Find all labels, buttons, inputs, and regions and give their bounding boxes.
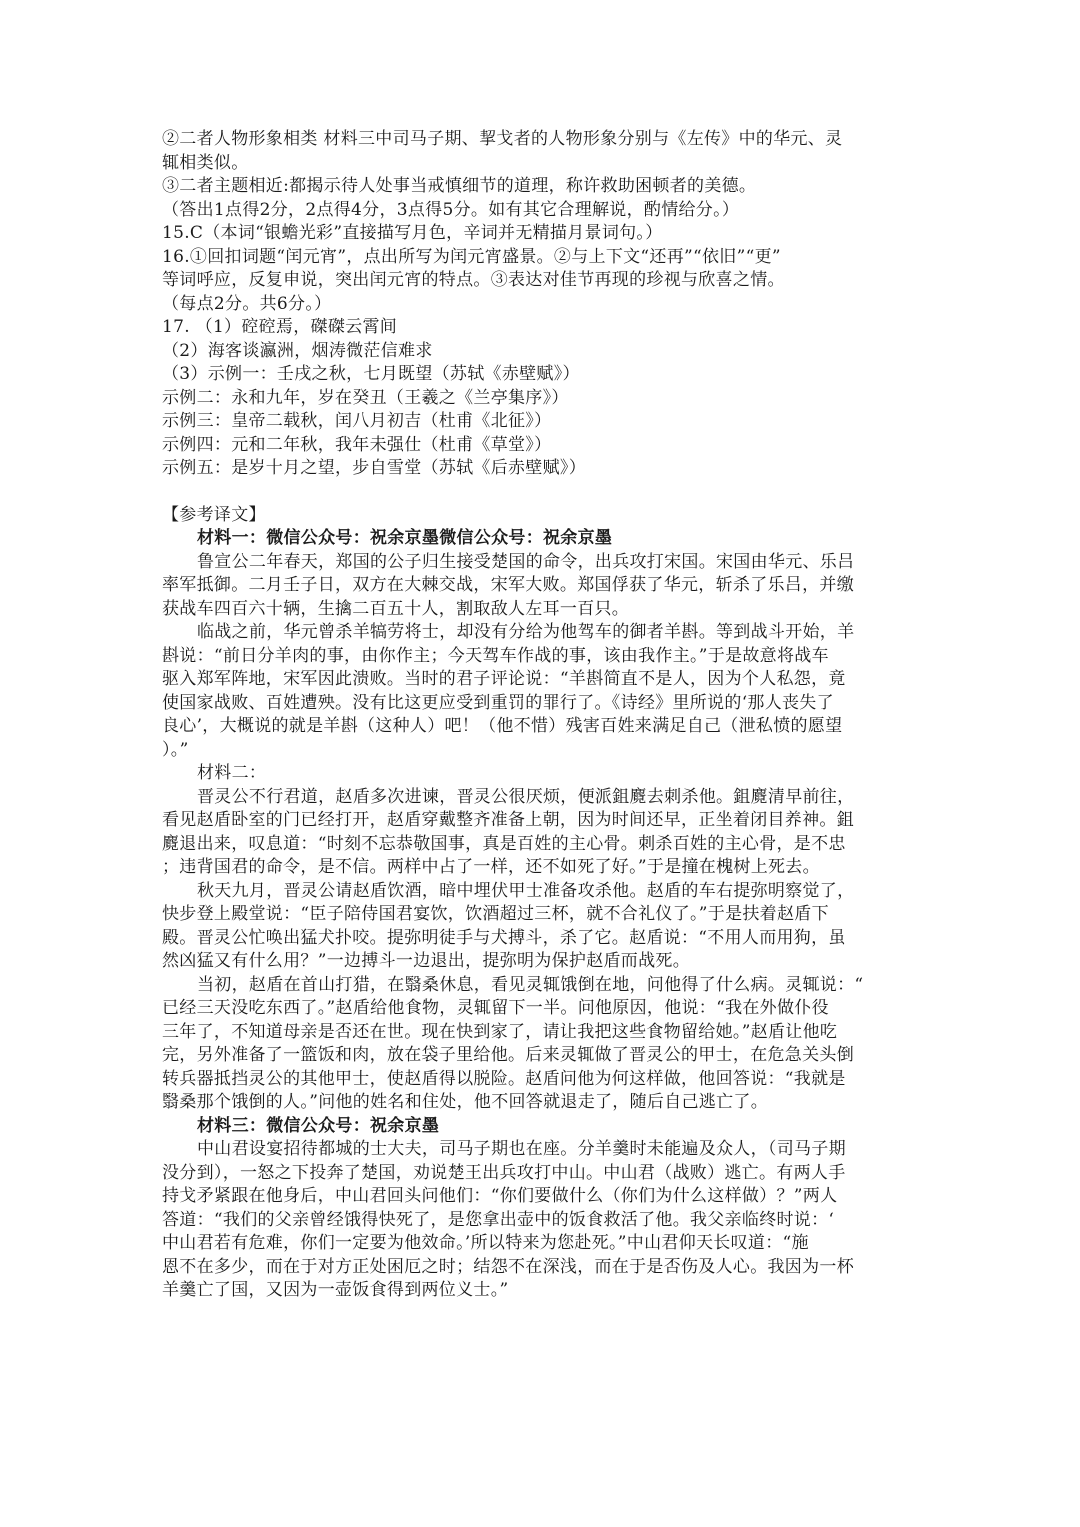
material-2-paragraph-1 [162, 786, 922, 880]
text-line: 翳桑那个饿倒的人。”问他的姓名和住处，他不回答就退走了，随后自己逃亡了。 [162, 1092, 768, 1112]
text-line: 恩不在多少，而在于对方正处困厄之时；结怨不在深浅，而在于是否伤及人心。我因为一杯 [162, 1256, 854, 1277]
text-line: 已经三天没吃东西了。”赵盾给他食物，灵辄留下一半。问他原因，他说：“我在外做仆役 [162, 998, 829, 1018]
material-1-paragraph-1 [162, 551, 922, 622]
material-3-paragraph-1 [162, 1138, 922, 1303]
text-line: 秋天九月，晋灵公请赵盾饮酒，暗中埋伏甲士准备攻杀他。赵盾的车右提弥明察觉了， [197, 880, 855, 901]
text-line: 三年了，不知道母亲是否还在世。现在快到家了，请让我把这些食物留给她。”赵盾让他吃 [162, 1021, 838, 1042]
document-page [162, 128, 922, 1303]
text-line: 殿。晋灵公忙唤出猛犬扑咬。提弥明徒手与犬搏斗，杀了它。赵盾说：“不用人而用狗，虽 [162, 927, 846, 948]
text-line: 驱入郑军阵地，宋军因此溃败。当时的君子评论说：“羊斟简直不是人，因为个人私怨，竟 [162, 669, 846, 689]
text-line: 鲁宣公二年春天，郑国的公子归生接受楚国的命令，出兵攻打宋国。宋国由华元、乐吕 [197, 551, 855, 572]
section-gap [162, 481, 922, 504]
text-line: 麑退出来，叹息道：“时刻不忘恭敬国事，真是百姓的主心骨。刺杀百姓的主心骨，是不忠 [162, 833, 846, 854]
material-1-paragraph-2 [162, 621, 922, 762]
text-line: 持戈矛紧跟在他身后，中山君回头问他们：“你们要做什么（你们为什么这样做）？”两人 [162, 1186, 838, 1206]
material-3-title: 材料三：微信公众号：祝余京墨 [197, 1115, 440, 1136]
text-line: 中山君若有危难，你们一定要为他效命。’所以特来为您赴死。”中山君仰天长叹道：“施 [162, 1233, 809, 1253]
q17-line-3: （3）示例一：壬戌之秋，七月既望（苏轼《赤壁赋》） [162, 364, 580, 384]
q17-line-5: 示例三：皇帝二载秋，闰八月初吉（杜甫《北征》） [162, 411, 552, 431]
material-1-title: 材料一：微信公众号：祝余京墨微信公众号：祝余京墨 [197, 528, 613, 548]
text-line: 晋灵公不行君道，赵盾多次进谏，晋灵公很厌烦，便派鉏麑去刺杀他。鉏麑清早前往， [197, 786, 855, 807]
q14-scoring: （答出1点得2分，2点得4分，3点得5分。如有其它合理解说，酌情给分。） [162, 199, 740, 220]
text-line: 获战车四百六十辆，生擒二百五十人，割取敌人左耳一百只。 [162, 598, 630, 619]
q16-line-1: 16.①回扣词题“闰元宵”，点出所写为闰元宵盛景。②与上下文“还再”“依旧”“更” [162, 246, 781, 267]
translation-heading: 【参考译文】 [162, 504, 266, 525]
q14-point-2-line-1: ②二者人物形象相类 材料三中司马子期、挈戈者的人物形象分别与《左传》中的华元、灵 [162, 129, 843, 149]
q16-line-2: 等词呼应，反复申说，突出闰元宵的特点。③表达对佳节再现的珍视与欣喜之情。 [162, 270, 785, 290]
answer-section [162, 128, 922, 481]
text-line: 羊羹亡了国，又因为一壶饭食得到两位义士。” [162, 1280, 509, 1300]
text-line: ；违背国君的命令，是不信。两样中占了一样，还不如死了好。”于是撞在槐树上死去。 [162, 857, 820, 877]
text-line: 然凶猛又有什么用？”一边搏斗一边退出，提弥明为保护赵盾而战死。 [162, 951, 690, 971]
translation-section [162, 504, 922, 1303]
text-line: 临战之前，华元曾杀羊犒劳将士，却没有分给为他驾车的御者羊斟。等到战斗开始，羊 [197, 622, 855, 642]
q15-answer: 15.C（本词“银蟾光彩”直接描写月色，辛词并无精描月景词句。） [162, 223, 663, 243]
text-line: 转兵器抵挡灵公的其他甲士，使赵盾得以脱险。赵盾问他为何这样做，他回答说：“我就是 [162, 1068, 846, 1089]
text-line: 没分到），一怒之下投奔了楚国，劝说楚王出兵攻打中山。中山君（战败）逃亡。有两人手 [162, 1162, 846, 1183]
q16-scoring: （每点2分。共6分。） [162, 293, 332, 314]
text-line: 斟说：“前日分羊肉的事，由你作主；今天驾车作战的事，该由我作主。”于是故意将战车 [162, 645, 829, 666]
q17-line-1: 17. （1）硿硿焉，磔磔云霄间 [162, 317, 398, 337]
text-line: 完，另外准备了一篮饭和肉，放在袋子里给他。后来灵辄做了晋灵公的甲士，在危急关头倒 [162, 1045, 854, 1065]
q14-point-3: ③二者主题相近:都揭示待人处事当戒慎细节的道理，称许救助困顿者的美德。 [162, 176, 757, 196]
q17-line-7: 示例五：是岁十月之望，步自雪堂（苏轼《后赤壁赋》） [162, 458, 586, 478]
text-line: 率军抵御。二月壬子日，双方在大棘交战，宋军大败。郑国俘获了华元，斩杀了乐吕，并缴 [162, 575, 854, 595]
text-line: 看见赵盾卧室的门已经打开，赵盾穿戴整齐准备上朝，因为时间还早，正坐着闭目养神。鉏 [162, 810, 854, 830]
text-line: 中山君设宴招待都城的士大夫，司马子期也在座。分羊羹时未能遍及众人，（司马子期 [197, 1139, 846, 1159]
q17-line-4: 示例二：永和九年，岁在癸丑（王羲之《兰亭集序》） [162, 387, 569, 408]
q17-line-2: （2）海客谈瀛洲，烟涛微茫信难求 [162, 340, 433, 361]
q17-line-6: 示例四：元和二年秋，我年未强仕（杜甫《草堂》） [162, 434, 552, 455]
material-2-title: 材料二： [197, 763, 267, 783]
material-2-paragraph-2 [162, 880, 922, 974]
q14-point-2-line-2: 辄相类似。 [162, 152, 249, 173]
text-line: 使国家战败、百姓遭殃。没有比这更应受到重罚的罪行了。《诗经》里所说的‘那人丧失了 [162, 692, 834, 713]
text-line: 当初，赵盾在首山打猎，在翳桑休息，看见灵辄饿倒在地，问他得了什么病。灵辄说：“ [197, 974, 864, 995]
text-line: 答道：“我们的父亲曾经饿得快死了，是您拿出壶中的饭食救活了他。我父亲临终时说：‘ [162, 1209, 835, 1230]
text-line: ）。” [162, 739, 189, 760]
text-line: 良心’，大概说的就是羊斟（这种人）吧！（他不惜）残害百姓来满足自己（泄私愤的愿望 [162, 716, 843, 736]
text-line: 快步登上殿堂说：“臣子陪侍国君宴饮，饮酒超过三杯，就不合礼仪了。”于是扶着赵盾下 [162, 904, 829, 924]
material-2-paragraph-3 [162, 974, 922, 1115]
